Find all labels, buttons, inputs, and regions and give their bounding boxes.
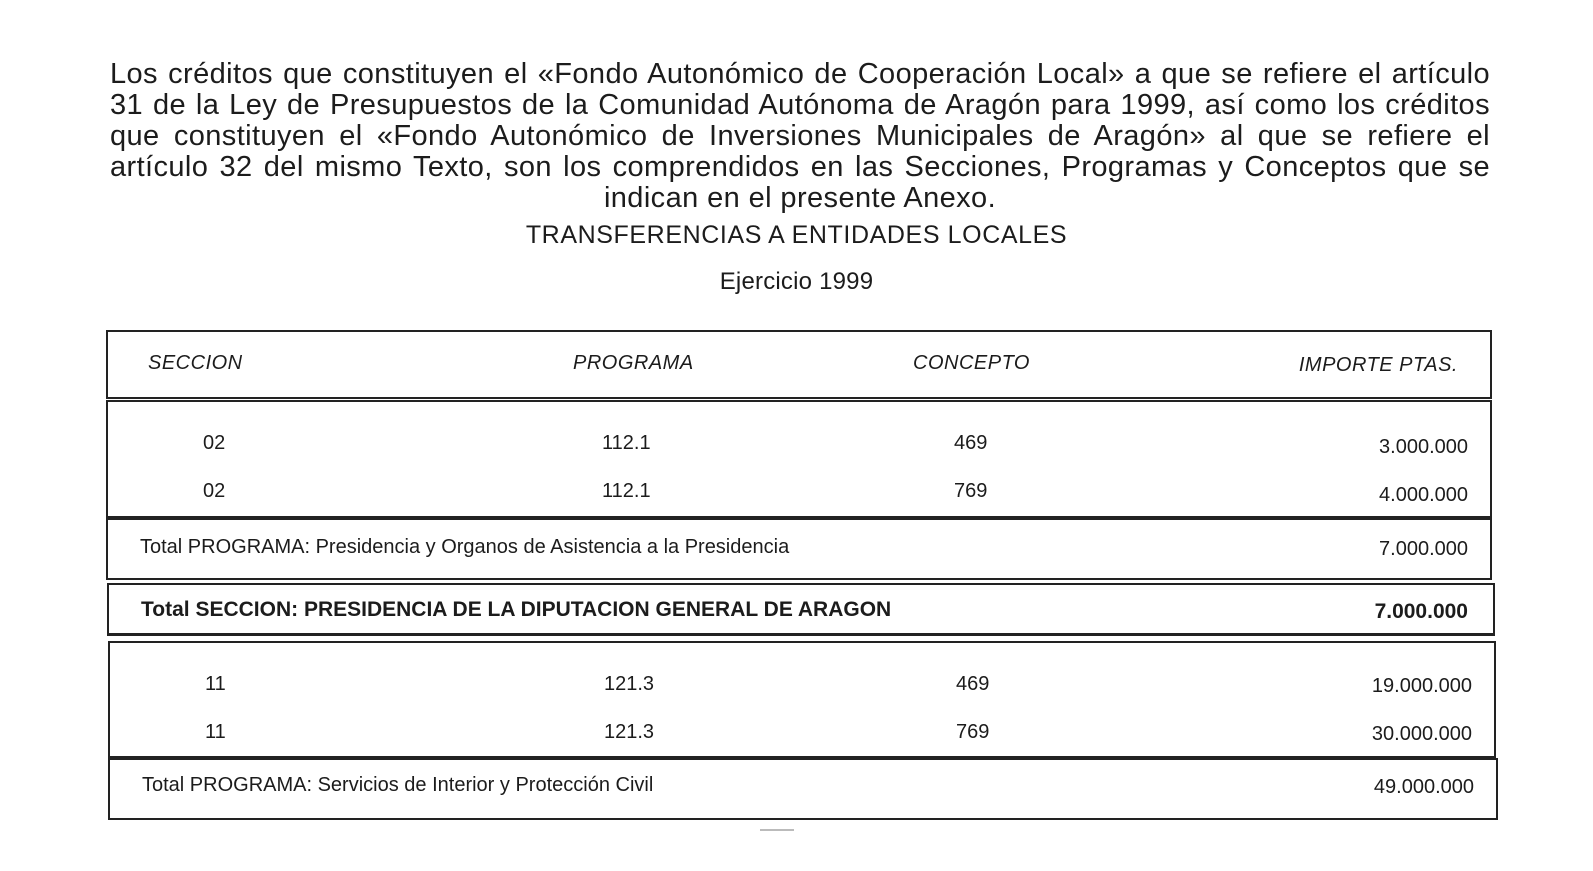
table-header bbox=[106, 330, 1492, 399]
table-cell-seccion: 11 bbox=[205, 673, 226, 695]
table-cell-importe: 3.000.000 bbox=[1379, 436, 1468, 458]
table-cell-programa: 112.1 bbox=[602, 432, 651, 454]
total-seccion-importe: 7.000.000 bbox=[1374, 600, 1468, 623]
header-concepto: CONCEPTO bbox=[913, 352, 1030, 374]
table-cell-importe: 30.000.000 bbox=[1371, 723, 1472, 745]
total-programa-label: Total PROGRAMA: Servicios de Interior y Protección Civil bbox=[142, 774, 654, 796]
table-cell-concepto: 769 bbox=[956, 721, 990, 743]
header-seccion: SECCION bbox=[148, 352, 243, 374]
table-cell-concepto: 469 bbox=[954, 432, 988, 454]
table-cell-concepto: 469 bbox=[956, 673, 990, 695]
table-cell-programa: 112.1 bbox=[602, 480, 651, 502]
header-importe: IMPORTE PTAS. bbox=[1298, 354, 1458, 376]
total-programa-label: Total PROGRAMA: Presidencia y Organos de Asistencia a la Presidencia bbox=[140, 536, 790, 558]
table-body-group-1 bbox=[106, 400, 1492, 518]
total-programa-importe: 49.000.000 bbox=[1373, 776, 1474, 798]
total-seccion-row bbox=[107, 583, 1495, 636]
scan-mark bbox=[760, 829, 794, 831]
document-subtitle: Ejercicio 1999 bbox=[719, 268, 874, 295]
table-cell-programa: 121.3 bbox=[604, 721, 655, 743]
table-cell-seccion: 02 bbox=[203, 432, 226, 454]
table-cell-programa: 121.3 bbox=[604, 673, 655, 695]
table-cell-concepto: 769 bbox=[954, 480, 988, 502]
table-cell-seccion: 02 bbox=[203, 480, 226, 502]
table-cell-importe: 4.000.000 bbox=[1379, 484, 1468, 506]
table-cell-seccion: 11 bbox=[205, 721, 226, 743]
document-title: TRANSFERENCIAS A ENTIDADES LOCALES bbox=[525, 221, 1068, 249]
table-body-group-2 bbox=[108, 641, 1496, 758]
intro-paragraph: Los créditos que constituyen el «Fondo Autonómico de Cooperación Local» a que se refiere el artículo 31 de la Ley de Presupuestos de la Comunidad Autónoma de Aragón para 1999, así como los créditos que constituyen el «Fondo Autonómico de Inversiones Municipales de Aragón» al que se refiere el artículo 32 del mismo Texto, son los comprendidos en las Secciones, Programas y Conceptos que se indican en el presente Anexo. bbox=[110, 58, 1490, 214]
table-cell-importe: 19.000.000 bbox=[1371, 675, 1472, 697]
total-seccion-label: Total SECCION: PRESIDENCIA DE LA DIPUTACION GENERAL DE ARAGON bbox=[141, 598, 892, 621]
total-programa-row bbox=[106, 518, 1492, 580]
total-programa-importe: 7.000.000 bbox=[1379, 538, 1468, 560]
header-programa: PROGRAMA bbox=[573, 352, 694, 374]
total-programa-row bbox=[108, 758, 1498, 820]
